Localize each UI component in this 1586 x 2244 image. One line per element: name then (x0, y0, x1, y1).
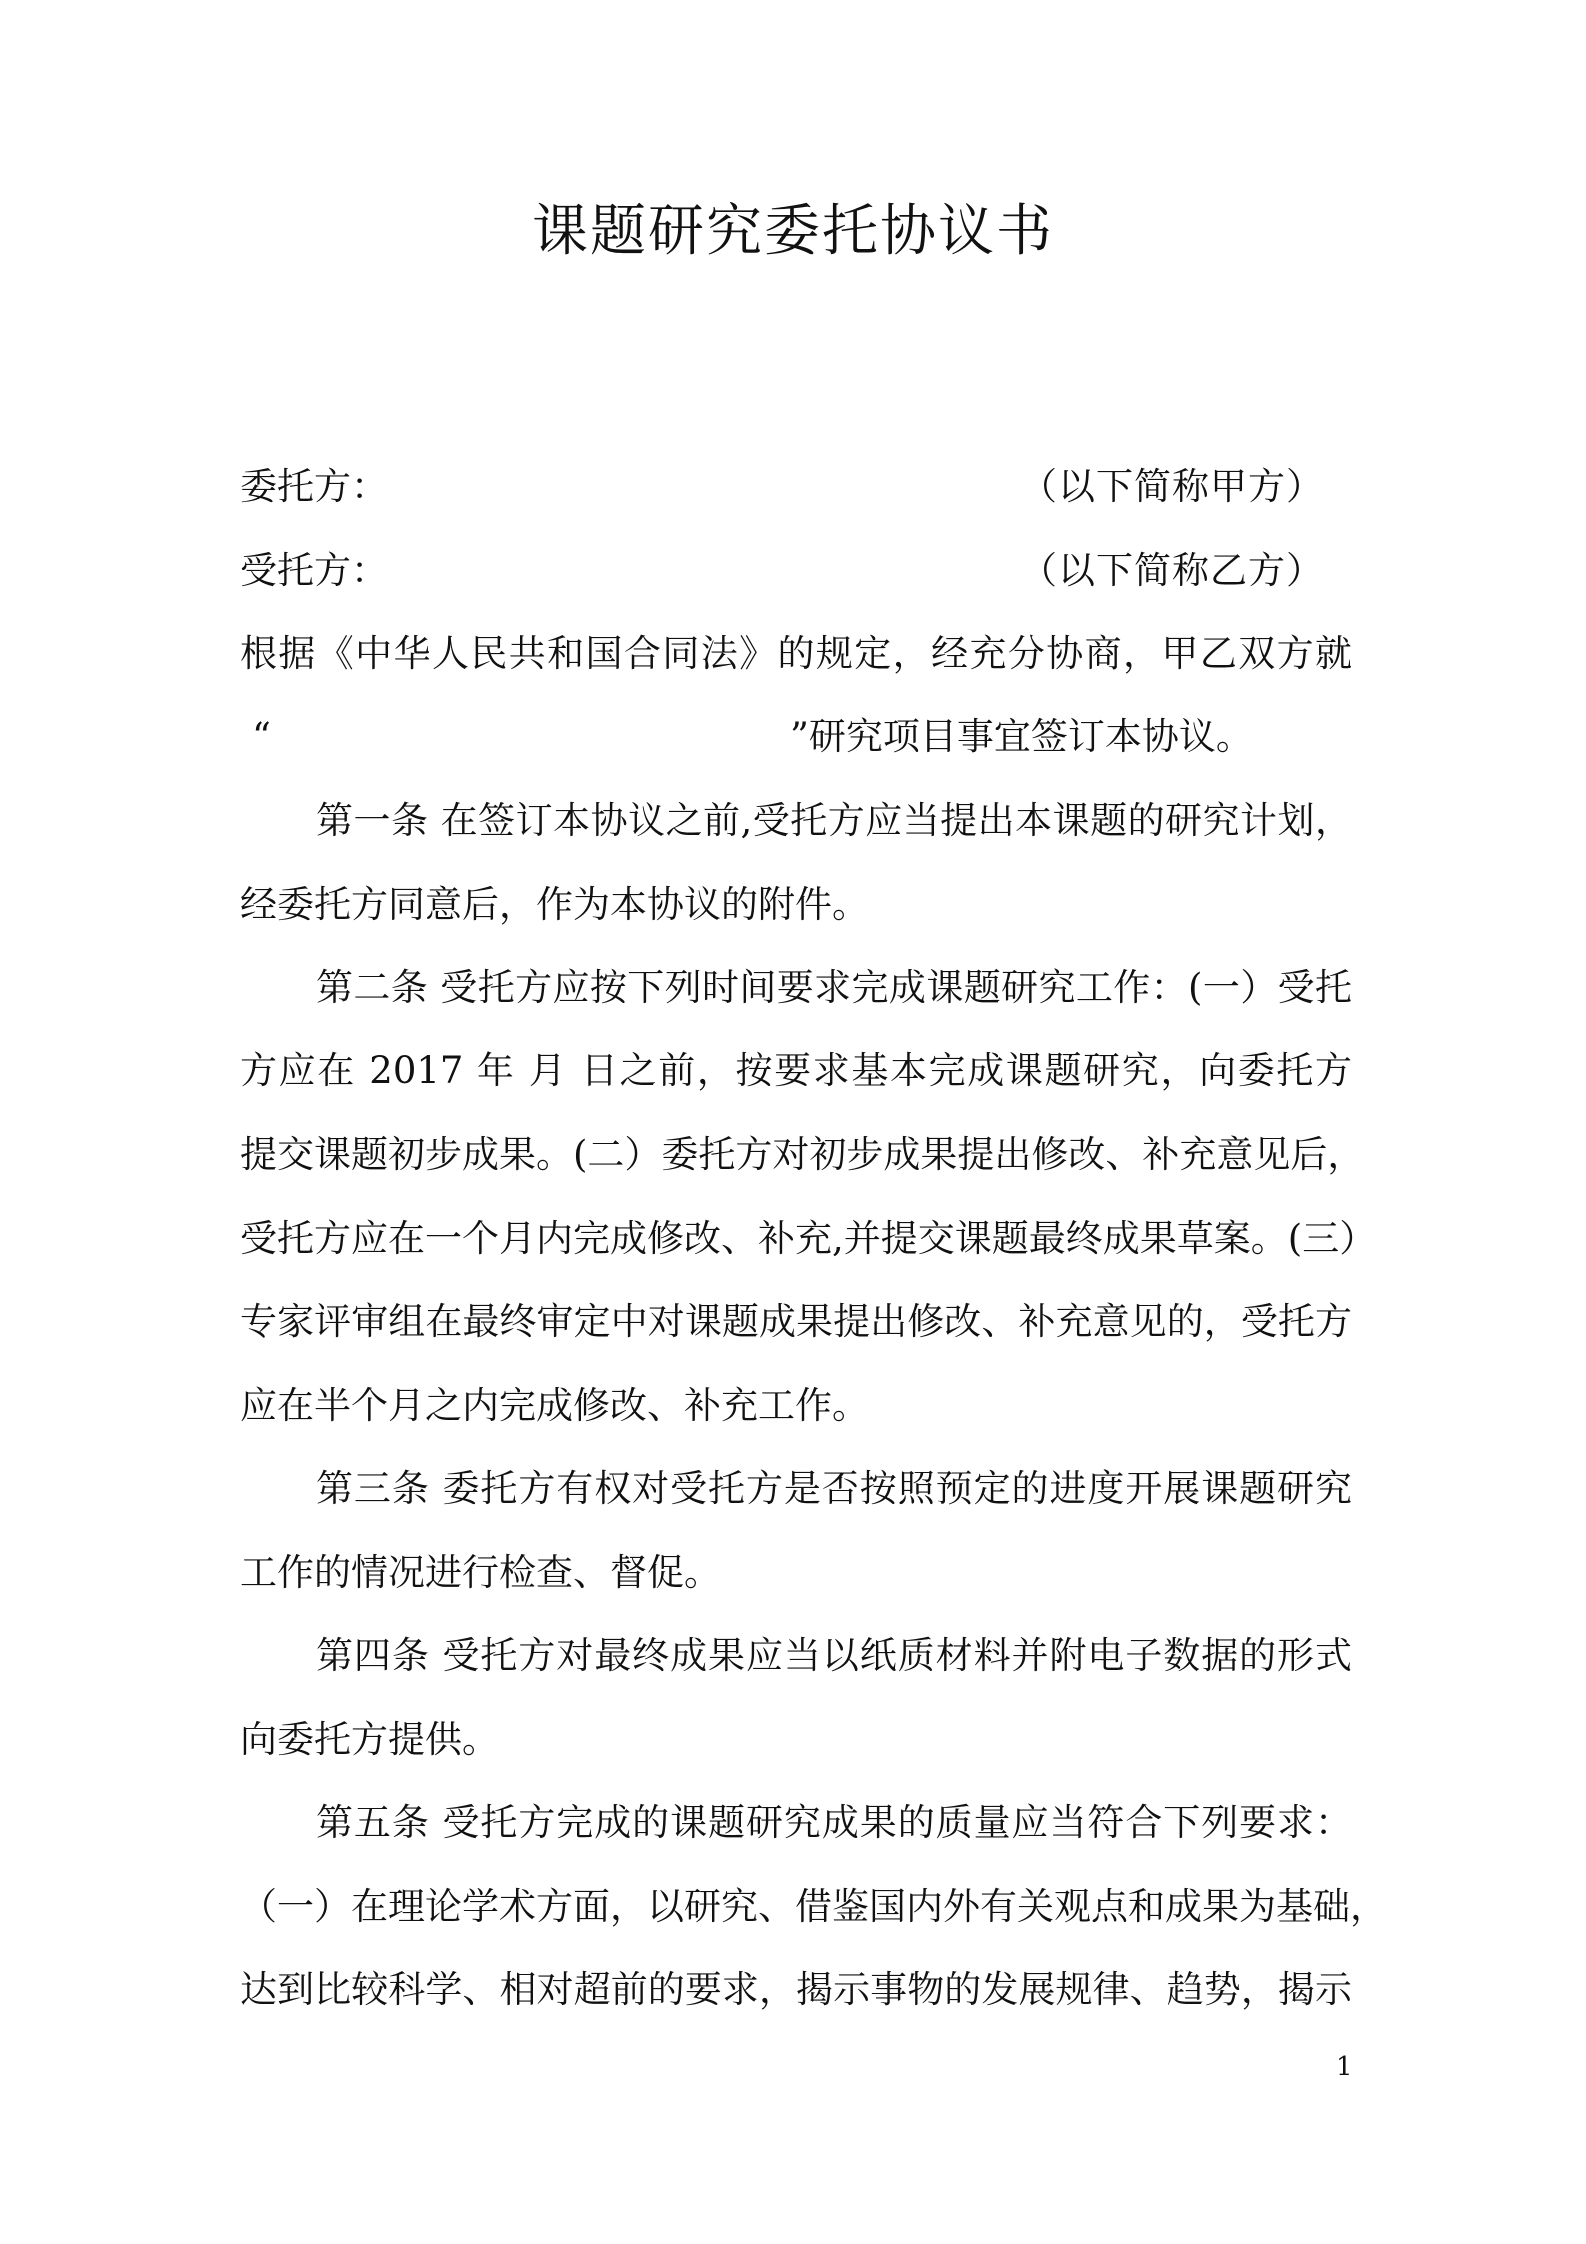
article-3-line-1: 第三条 委托方有权对受托方是否按照预定的进度开展课题研究 (316, 1467, 1352, 1510)
article-4-line-1: 第四条 受托方对最终成果应当以纸质材料并附电子数据的形式 (316, 1634, 1352, 1677)
article-2-line-3: 提交课题初步成果。(二）委托方对初步成果提出修改、补充意见后， (240, 1133, 1365, 1176)
page-number: 1 (1336, 2052, 1353, 2082)
client-label: 委托方： (240, 465, 388, 508)
contractor-note: （以下简称乙方） (1020, 549, 1324, 592)
article-5-line-1: 第五条 受托方完成的课题研究成果的质量应当符合下列要求： (316, 1801, 1352, 1844)
article-2-line-4: 受托方应在一个月内完成修改、补充,并提交课题最终成果草案。(三） (240, 1217, 1377, 1260)
preamble-line-2: ”研究项目事宜签订本协议。 (790, 715, 1253, 758)
article-5-line-3: 达到比较科学、相对超前的要求，揭示事物的发展规律、趋势，揭示 (240, 1968, 1352, 2011)
article-4-line-2: 向委托方提供。 (240, 1718, 499, 1761)
preamble-quote-open: “ (252, 715, 271, 758)
preamble-line-1: 根据《中华人民共和国合同法》的规定，经充分协商，甲乙双方就 (240, 632, 1352, 675)
article-1-line-2: 经委托方同意后，作为本协议的附件。 (240, 883, 869, 926)
document-title: 课题研究委托协议书 (532, 199, 1054, 264)
article-2-line-5: 专家评审组在最终审定中对课题成果提出修改、补充意见的，受托方 (240, 1300, 1352, 1343)
article-1-line-1: 第一条 在签订本协议之前,受托方应当提出本课题的研究计划， (316, 799, 1352, 842)
client-note: （以下简称甲方） (1020, 465, 1324, 508)
article-5-line-2: （一）在理论学术方面，以研究、借鉴国内外有关观点和成果为基础， (240, 1885, 1387, 1928)
article-2-line-2: 方应在 2017 年 月 日之前，按要求基本完成课题研究，向委托方 (240, 1049, 1352, 1092)
article-3-line-2: 工作的情况进行检查、督促。 (240, 1551, 721, 1594)
contractor-label: 受托方： (240, 549, 388, 592)
article-2-line-1: 第二条 受托方应按下列时间要求完成课题研究工作：(一）受托 (316, 966, 1352, 1009)
article-2-line-6: 应在半个月之内完成修改、补充工作。 (240, 1384, 869, 1427)
